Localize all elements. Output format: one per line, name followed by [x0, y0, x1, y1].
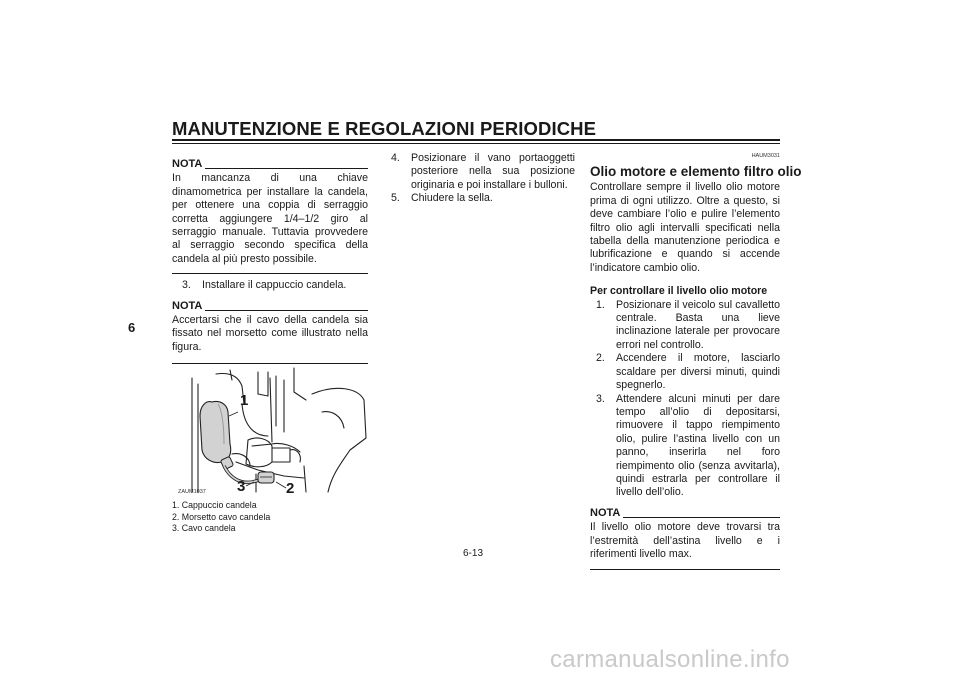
nota-label: NOTA [172, 158, 203, 170]
step-text: Accendere il motore, lasciarlo scaldare per diversi minuti, quindi spegnerlo. [616, 352, 780, 392]
step-text: Posizionare il veicolo sul cavalletto centrale. Basta una lieve inclinazione laterale per provocare errori nel controllo. [616, 298, 780, 351]
step-number: 3. [182, 279, 191, 292]
nota-end-rule [590, 569, 780, 570]
nota-text: Accertarsi che il cavo della candela sia fissato nel morsetto come illustrato nella figura. [172, 314, 368, 353]
step-number: 2. [596, 352, 605, 365]
section-intro: Controllare sempre il livello olio motore prima di ogni utilizzo. Oltre a questo, si deve cambiare l’olio e pulire l’elemento filtro olio agli intervalli specificati nella tabella della manutenzione periodica e lubrificazione e quando si accende l’indicatore cambio olio. [590, 181, 780, 274]
step-item [590, 299, 780, 353]
step-item [590, 393, 780, 500]
step-text: Attendere alcuni minuti per dare tempo all’olio di depositarsi, rimuovere il tappo riempimento olio, pulire l’astina livello con un panno, inserirla nel foro riempimento olio (senza avvitarla), quindi estrarla per controllare il livello dell’olio. [616, 392, 780, 499]
step-item [590, 352, 780, 392]
nota-text: In mancanza di una chiave dinamometrica per installare la candela, per ottenere una coppia di serraggio corretta aggiungere 1/4–1/2 giro al serraggio manuale. Tuttavia provvedere al serraggio secondo specifica della candela al più presto possibile. [172, 172, 368, 265]
spark-plug-illustration [172, 366, 368, 498]
step-text: Installare il cappuccio candela. [202, 279, 347, 292]
callout-1: 1 [240, 392, 249, 410]
step-item [172, 279, 368, 292]
spark-plug-figure [172, 366, 368, 498]
nota-label: NOTA [172, 299, 203, 312]
chapter-tab: 6 [128, 320, 136, 335]
step-item [391, 152, 575, 192]
step-number: 5. [391, 192, 400, 205]
callout-2: 2 [286, 480, 295, 498]
step-text: Posizionare il vano portaoggetti posteriore nella sua posizione originaria e poi installare i bulloni. [411, 152, 575, 191]
step-number: 3. [596, 392, 605, 405]
subheading: Per controllare il livello olio motore [590, 285, 768, 298]
step-number: 1. [596, 298, 605, 311]
nota-heading [172, 300, 368, 313]
header-rule [172, 139, 780, 141]
section-title: Olio motore e elemento filtro olio [590, 164, 802, 180]
nota-heading [590, 507, 780, 520]
step-item [391, 192, 575, 205]
header-rule-thin [172, 143, 780, 144]
nota-heading [172, 158, 368, 171]
figure-captions [172, 500, 368, 535]
caption-3: 3. Cavo candela [172, 523, 236, 534]
caption-2: 2. Morsetto cavo candela [172, 511, 271, 522]
callout-3: 3 [237, 478, 246, 496]
page-header-title: MANUTENZIONE E REGOLAZIONI PERIODICHE [172, 118, 597, 139]
section-code: HAUM3031 [751, 153, 780, 159]
nota-end-rule [172, 363, 368, 364]
column-left [172, 158, 368, 535]
step-text: Chiudere la sella. [411, 192, 493, 205]
page-number: 6-13 [463, 548, 484, 559]
column-middle [391, 152, 575, 206]
caption-1: 1. Cappuccio candela [172, 500, 257, 511]
watermark: carmanualsonline.info [550, 646, 790, 673]
nota-end-rule [172, 273, 368, 274]
column-right [590, 150, 802, 570]
nota-label: NOTA [590, 506, 621, 519]
step-number: 4. [391, 152, 400, 164]
figure-code: ZAUM1037 [178, 489, 206, 496]
nota-text: Il livello olio motore deve trovarsi tra l’estremità dell’astina livello e i riferimenti livello max. [590, 521, 780, 560]
